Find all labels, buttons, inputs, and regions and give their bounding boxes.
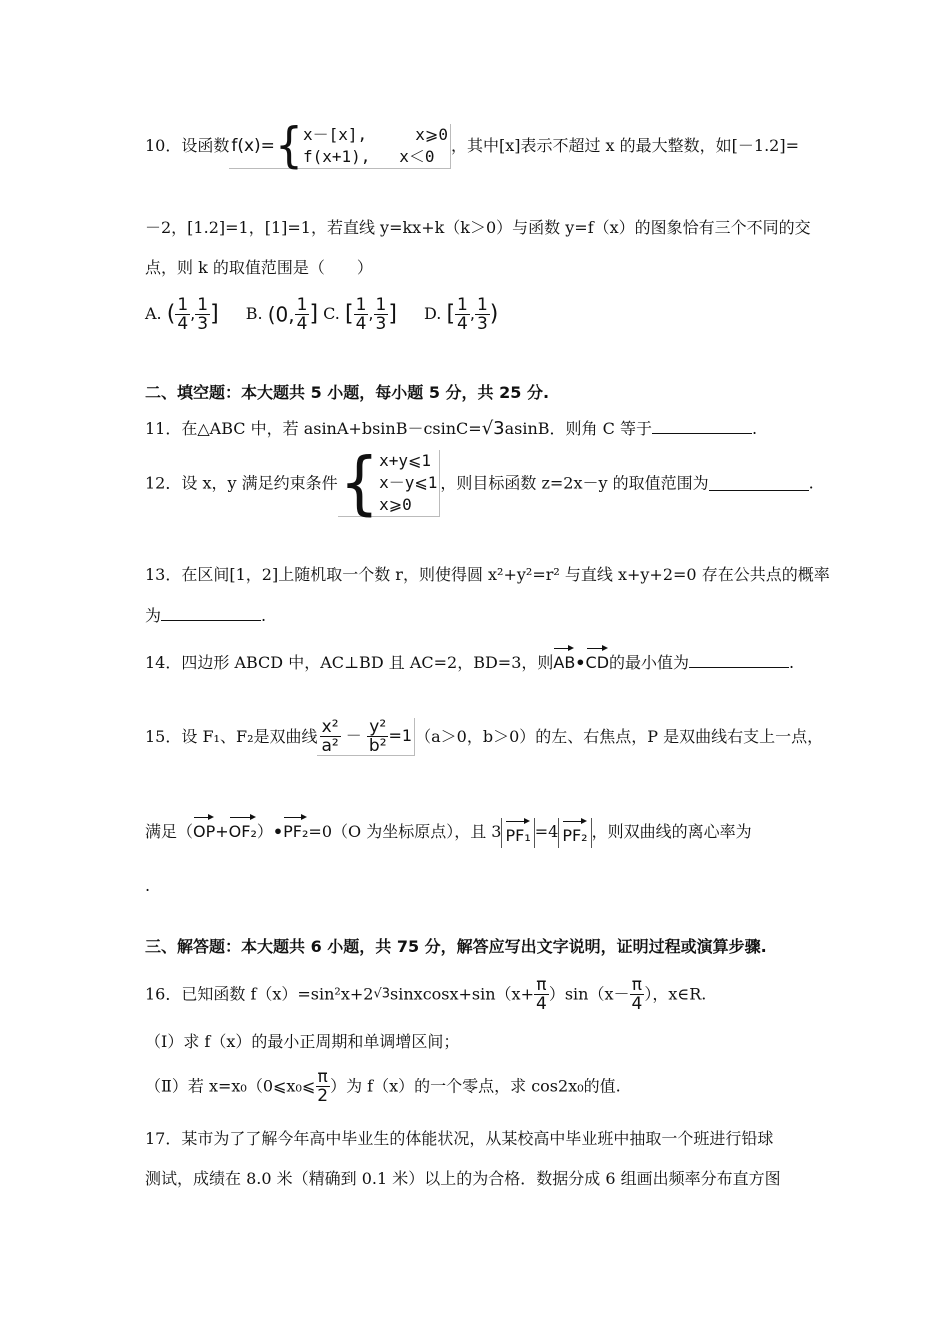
q10-option-b: B. (0, $\frac{1}{4}$ ] bbox=[245, 295, 319, 334]
q10-line3: 点，则 k 的取值范围是（ ） bbox=[145, 258, 373, 277]
vector-pf1: PF₁ bbox=[505, 818, 530, 848]
q13-line1: 13．在区间[1，2]上随机取一个数 r，则使得圆 x²+y²=r² 与直线 x+y+2=0 存在公共点的概率 bbox=[145, 565, 830, 584]
section2-heading: 二、填空题：本大题共 5 小题，每小题 5 分，共 25 分. bbox=[145, 383, 550, 402]
q10-brace: { bbox=[274, 117, 303, 174]
vector-of2: OF₂ bbox=[229, 814, 257, 844]
q15-line2: 满足（OP+OF₂）•PF₂=0（O 为坐标原点），且 3 PF₁ =4 PF₂ ，则双曲线的离心率为 bbox=[145, 814, 752, 848]
q13-line2: 为 . bbox=[145, 606, 267, 625]
q17-line2: 测试，成绩在 8.0 米（精确到 0.1 米）以上的为合格．数据分成 6 组画出频率分布直方图 bbox=[145, 1169, 781, 1188]
q16-part2: （Ⅱ）若 x=x₀（0⩽x₀⩽ $\frac{\pi}{2}$ ）为 f（x）的一个零点，求 cos2x₀的值. bbox=[145, 1067, 621, 1106]
q10-line2: －2，[1.2]=1，[1]=1，若直线 y=kx+k（k＞0）与函数 y=f（x）的图象恰有三个不同的交 bbox=[145, 218, 811, 237]
q11-line: 11．在△ABC 中，若 asinA+bsinB－csinC=√3asinB．则角 C 等于 . bbox=[145, 418, 758, 439]
q10-option-a: A. ( $\frac{1}{4}$ , $\frac{1}{3}$ ] bbox=[145, 295, 219, 334]
q10-options bbox=[145, 296, 498, 333]
q12-answer-blank bbox=[709, 476, 809, 491]
q10-prefix: 10．设函数 bbox=[145, 136, 230, 155]
q15-line3: . bbox=[145, 876, 151, 895]
q10-cases: x－[x], x⩾0 f(x+1), x＜0 bbox=[302, 125, 448, 166]
vector-ab: AB bbox=[553, 645, 575, 675]
q10-function-box bbox=[229, 117, 451, 174]
vector-cd: CD bbox=[586, 645, 610, 675]
q14-line: 14．四边形 ABCD 中，AC⊥BD 且 AC=2，BD=3，则AB•CD的最小值为 . bbox=[145, 645, 794, 675]
q10-fx: f(x)= bbox=[231, 136, 275, 156]
q10-text1: ，其中[x]表示不超过 x 的最大整数，如[－1.2]= bbox=[450, 136, 799, 155]
q15-line1: 15．设 F₁、F₂是双曲线 $\frac{\text{x²}}{\text{a²}}$ － $\frac{\text{y²}}{\text{b²}}$ =1 （a＞0，b＞0）的左、右焦点，P 是双曲线右支上一点， bbox=[145, 717, 824, 756]
q11-answer-blank bbox=[652, 419, 752, 434]
q12-constraints: { x+y⩽1 x－y⩽1 x⩾0 bbox=[338, 450, 441, 517]
q10-option-d: D. [ $\frac{1}{4}$ , $\frac{1}{3}$ ) bbox=[424, 295, 499, 334]
q10-option-c: C. [ $\frac{1}{4}$ , $\frac{1}{3}$ ] bbox=[323, 295, 397, 334]
q15-hyperbola: $\frac{\text{x²}}{\text{a²}}$ － $\frac{\text{y²}}{\text{b²}}$ =1 bbox=[317, 718, 415, 756]
q16-line1: 16．已知函数 f（x）=sin²x+2√3sinxcosx+sin（x+ $\frac{\pi}{4}$ ）sin（x－ $\frac{\pi}{4}$ ），x∈R. bbox=[145, 975, 707, 1014]
vector-op: OP bbox=[193, 814, 215, 844]
q16-part1: （Ⅰ）求 f（x）的最小正周期和单调增区间； bbox=[145, 1032, 460, 1051]
q10-line1 bbox=[145, 117, 799, 174]
q12-line: 12．设 x，y 满足约束条件{ x+y⩽1 x－y⩽1 x⩾0 ，则目标函数 z=2x－y 的取值范围为 . bbox=[145, 442, 814, 523]
q17-line1: 17．某市为了了解今年高中毕业生的体能状况，从某校高中毕业班中抽取一个班进行铅球 bbox=[145, 1129, 774, 1148]
q13-answer-blank bbox=[161, 606, 261, 621]
section3-heading: 三、解答题：本大题共 6 小题，共 75 分，解答应写出文字说明，证明过程或演算步骤. bbox=[145, 937, 767, 956]
vector-pf2: PF₂ bbox=[283, 814, 308, 844]
q14-answer-blank bbox=[689, 653, 789, 668]
